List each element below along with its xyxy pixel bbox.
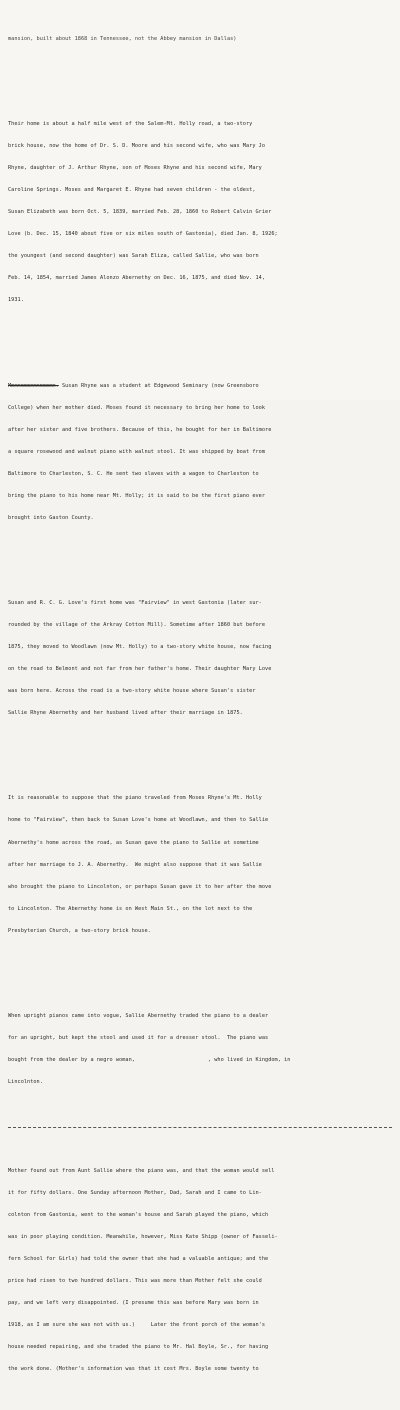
text-line: was born here. Across the road is a two-story white house where Susan's sister [8,688,256,695]
text-line: fern School for Girls) had told the owner that she had a valuable antique; and the [8,1255,269,1262]
text-line: home to "Fairview", then back to Susan Love's home at Woodlawn, and then to Sallie [8,817,269,824]
text-line: Mother found out from Aunt Sallie where the piano was, and that the woman would sell [8,1167,275,1174]
typed-text-body [8,0,392,1410]
text-line: Feb. 14, 1854, married James Alonzo Abernethy on Dec. 16, 1875, and died Nov. 14, [8,275,266,282]
text-line: colnton from Gastonia, went to the woman's house and Sarah played the piano, which [8,1211,269,1218]
paragraph-rhyne-home [8,106,392,319]
text-line: Rhyne, daughter of J. Arthur Rhyne, son of Moses Rhyne and his second wife, Mary [8,165,262,172]
text-line: College) when her mother died. Moses found it necessary to bring her home to look [8,404,266,411]
text-line: a square rosewood and walnut piano with walnut stool. It was shipped by boat from [8,448,266,455]
text-line: 1918, as I am sure she was not with us.) Later the front porch of the woman's [8,1322,266,1328]
paragraph-fairview [8,585,392,732]
text-line: price had risen to two hundred dollars. This was more than Mother felt she could [8,1277,262,1284]
text-line: mansion, built about 1868 in Tennessee, not the Abbey mansion in Dallas) [8,35,237,42]
text-line: 1931. [8,297,24,304]
text-line: it for fifty dollars. One Sunday afternoon Mother, Dad, Sarah and I came to Lin- [8,1189,262,1196]
paragraph-intro [8,21,392,58]
text-line: Their home is about a half mile west of the Salem-Mt. Holly road, a two-story [8,121,253,127]
text-line: bring the piano to his home near Mt. Holly; it is said to be the first piano ever [8,492,266,499]
text-line: rounded by the village of the Arkray Cotton Mill). Sometime after 1860 but before [8,622,266,629]
text-line: Caroline Springs. Moses and Margaret E. Rhyne had seven children - the oldest, [8,187,256,194]
text-line: Love (b. Dec. 15, 1840 about five or six miles south of Gastonia), died Jan. 8, 1926; [8,231,278,238]
text-line: the youngest (and second daughter) was Sarah Eliza, called Sallie, who was born [8,253,259,260]
text-line: When upright pianos came into vogue, Sallie Abernethy traded the piano to a dealer [8,1012,269,1019]
text-line: Abernethy's home across the road, as Susan gave the piano to Sallie at sometime [8,839,259,846]
text-line: Susan Rhyne was a student at Edgewood Seminary (now Greensboro [58,382,259,389]
text-line: was in poor playing condition. Meanwhile, however, Miss Kate Shipp (owner of Fasseli- [8,1233,278,1240]
section-divider [8,1127,392,1128]
text-line: 1875, they moved to Woodlawn (now Mt. Holly) to a two-story white house, now facing [8,644,272,651]
text-line: Presbyterian Church, a two-story brick house. [8,927,151,934]
text-line: brick house, now the home of Dr. S. D. Moore and his second wife, who was Mary Jo [8,143,266,150]
paragraph-mother-search [8,1153,392,1388]
text-line: after her marriage to J. A. Abernethy. We might also suppose that it was Sallie [8,861,262,868]
paragraph-upright-trade [8,998,392,1101]
text-line: Lincolnton. [8,1079,43,1085]
paragraph-susan-piano [8,368,392,537]
text-line: bought from the dealer by a negro woman, , who lived in Kingdom, in [8,1056,291,1063]
text-line: Susan Elizabeth was born Oct. 5, 1839, married Feb. 28, 1860 to Robert Calvin Grier [8,209,272,216]
text-line: It is reasonable to suppose that the piano traveled from Moses Rhyne's Mt. Holly [8,795,262,802]
text-line: to Lincolnton. The Abernethy home is on West Main St., on the lot next to the [8,905,253,912]
text-line: Susan and R. C. G. Love's first home was "Fairview" in west Gastonia (later sur- [8,600,262,606]
text-line: Baltimore to Charleston, S. C. He sent two slaves with a wagon to Charleston to [8,470,259,477]
text-line: the work done. (Mother's information was that it cost Mrs. Boyle some twenty to [8,1366,259,1373]
text-line: after her sister and five brothers. Because of this, he bought for her in Baltimore [8,426,272,433]
text-line: Sallie Rhyne Abernethy and her husband lived after their marriage in 1875. [8,710,243,717]
text-line: for an upright, but kept the stool and used it for a dresser stool. The piano was [8,1034,269,1041]
text-line: house needed repairing, and she traded the piano to Mr. Hal Boyle, Sr., for having [8,1344,269,1351]
text-line: on the road to Belmont and not far from her father's home. Their daughter Mary Love [8,666,272,673]
paragraph-piano-travels [8,781,392,950]
text-line: pay, and we left very disappointed. (I presume this was before Mary was born in [8,1299,259,1306]
text-line: who brought the piano to Lincolnton, or perhaps Susan gave it to her after the move [8,883,272,890]
text-line: brought into Gaston County. [8,514,94,521]
struck-out-text: Mmmmmmmmmmmmmmm. [8,382,59,389]
